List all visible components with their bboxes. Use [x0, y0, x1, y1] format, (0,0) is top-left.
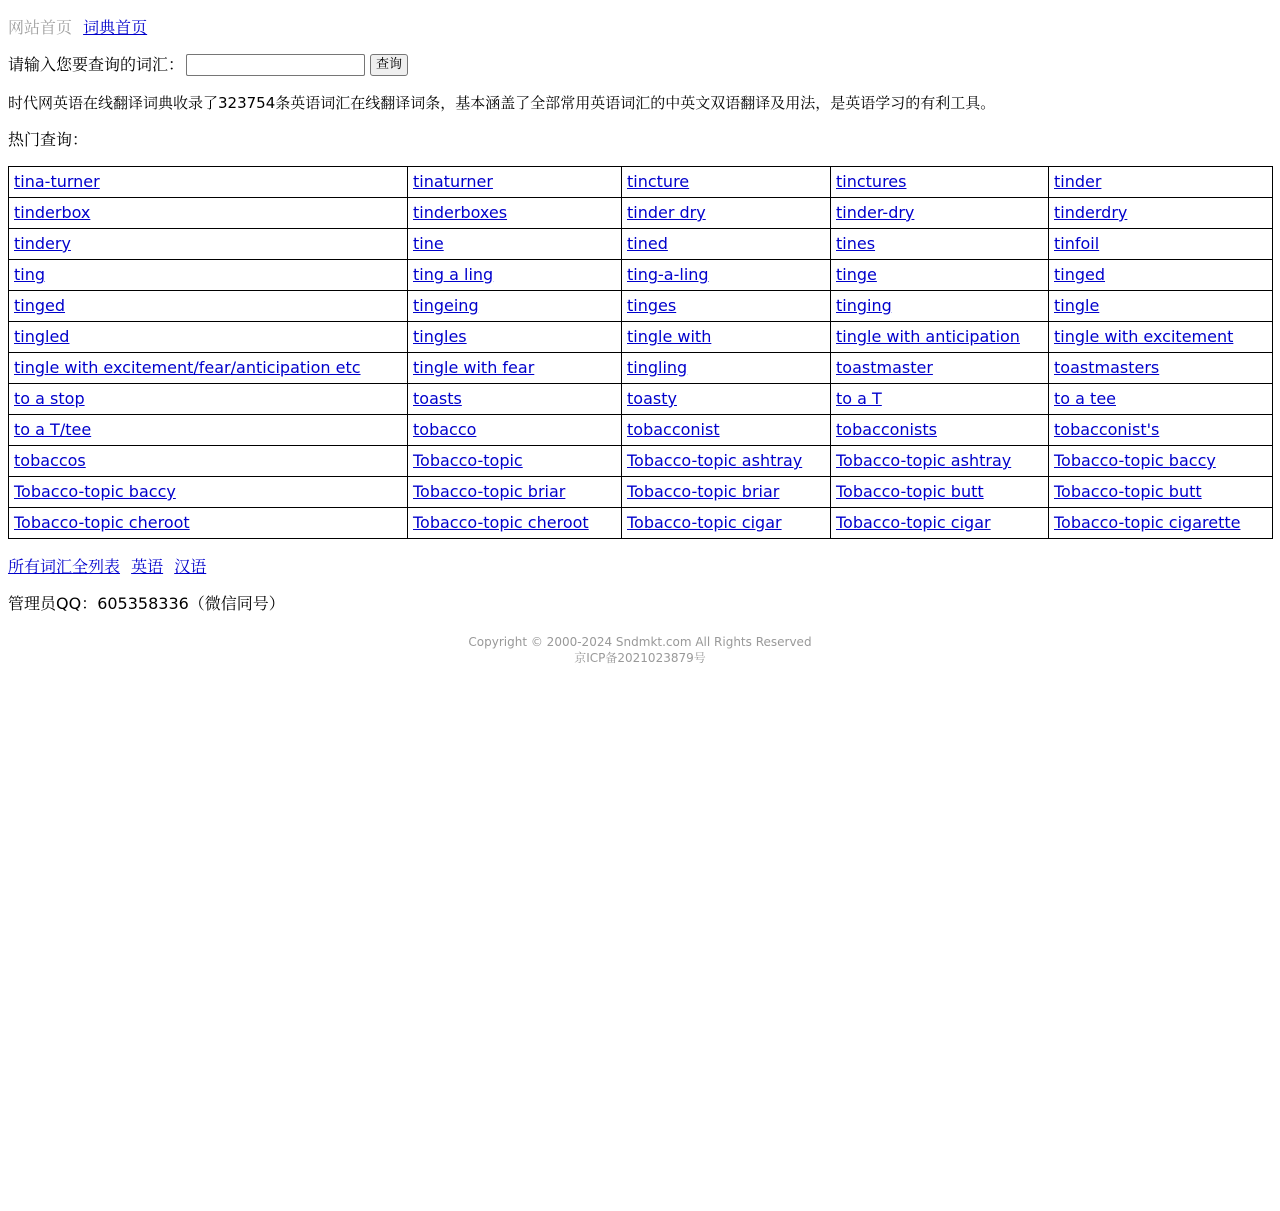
table-cell: [9, 167, 408, 198]
word-link[interactable]: to a stop: [14, 389, 85, 408]
word-link[interactable]: tinged: [1054, 265, 1106, 284]
table-row: [9, 353, 1273, 384]
table-row: [9, 198, 1273, 229]
table-cell: [622, 291, 831, 322]
table-cell: [1049, 446, 1273, 477]
table-cell: [622, 477, 831, 508]
table-cell: [831, 229, 1049, 260]
intro-text: 时代网英语在线翻译词典收录了323754条英语词汇在线翻译词条，基本涵盖了全部常用英语词汇的中英文双语翻译及用法，是英语学习的有利工具。: [8, 94, 996, 112]
table-cell: [831, 477, 1049, 508]
table-cell: [831, 446, 1049, 477]
word-link[interactable]: tina-turner: [14, 172, 100, 191]
table-cell: [1049, 229, 1273, 260]
table-cell: [831, 508, 1049, 539]
word-link[interactable]: toasty: [627, 389, 677, 408]
word-link[interactable]: toasts: [413, 389, 462, 408]
word-link[interactable]: tingling: [627, 358, 688, 377]
word-link[interactable]: tingeing: [413, 296, 479, 315]
table-cell: [9, 415, 408, 446]
word-link[interactable]: Tobacco-topic cheroot: [413, 513, 589, 532]
word-link[interactable]: tinging: [836, 296, 892, 315]
table-cell: [831, 167, 1049, 198]
table-cell: [622, 508, 831, 539]
word-link[interactable]: Tobacco-topic ashtray: [627, 451, 803, 470]
word-link[interactable]: tinfoil: [1054, 234, 1100, 253]
table-cell: [622, 384, 831, 415]
table-cell: [1049, 384, 1273, 415]
table-cell: [408, 508, 622, 539]
word-link[interactable]: tobacconist's: [1054, 420, 1160, 439]
table-cell: [9, 508, 408, 539]
word-link[interactable]: tinge: [836, 265, 877, 284]
table-cell: [408, 353, 622, 384]
table-cell: [831, 415, 1049, 446]
table-cell: [9, 353, 408, 384]
table-cell: [1049, 353, 1273, 384]
word-link[interactable]: tinaturner: [413, 172, 493, 191]
table-cell: [831, 260, 1049, 291]
table-cell: [408, 322, 622, 353]
word-link[interactable]: tingled: [14, 327, 70, 346]
word-link[interactable]: ting a ling: [413, 265, 494, 284]
table-cell: [1049, 477, 1273, 508]
word-link[interactable]: to a T: [836, 389, 882, 408]
all-words-link[interactable]: 所有词汇全列表: [8, 557, 121, 576]
word-link[interactable]: Tobacco-topic: [413, 451, 523, 470]
word-link[interactable]: tincture: [627, 172, 690, 191]
table-cell: [9, 229, 408, 260]
word-link[interactable]: Tobacco-topic briar: [627, 482, 780, 501]
word-link[interactable]: tine: [413, 234, 444, 253]
table-cell: [831, 353, 1049, 384]
word-link[interactable]: tingle with excitement: [1054, 327, 1234, 346]
table-cell: [622, 446, 831, 477]
word-link[interactable]: tinctures: [836, 172, 907, 191]
word-link[interactable]: Tobacco-topic butt: [1054, 482, 1202, 501]
word-link[interactable]: Tobacco-topic cigar: [836, 513, 991, 532]
table-cell: [831, 384, 1049, 415]
word-link[interactable]: tined: [627, 234, 668, 253]
table-row: [9, 508, 1273, 539]
word-link[interactable]: tingles: [413, 327, 467, 346]
hot-queries-label: 热门查询：: [8, 130, 89, 149]
table-cell: [9, 198, 408, 229]
english-link[interactable]: 英语: [131, 557, 164, 576]
word-link[interactable]: tingle with: [627, 327, 712, 346]
table-row: [9, 446, 1273, 477]
admin-contact: 管理员QQ：605358336（微信同号）: [8, 594, 285, 613]
word-link[interactable]: tinder dry: [627, 203, 706, 222]
word-link[interactable]: tingle: [1054, 296, 1100, 315]
word-link[interactable]: tinder-dry: [836, 203, 915, 222]
table-cell: [9, 384, 408, 415]
chinese-link[interactable]: 汉语: [174, 557, 207, 576]
table-cell: [622, 322, 831, 353]
word-link[interactable]: toastmasters: [1054, 358, 1160, 377]
table-cell: [408, 415, 622, 446]
word-link[interactable]: tobaccos: [14, 451, 86, 470]
icp-text: 京ICP备2021023879号: [574, 651, 706, 665]
table-cell: [831, 322, 1049, 353]
table-row: [9, 477, 1273, 508]
search-input[interactable]: [186, 54, 365, 76]
table-cell: [1049, 322, 1273, 353]
table-row: [9, 415, 1273, 446]
table-cell: [408, 446, 622, 477]
table-row: [9, 322, 1273, 353]
word-link[interactable]: tingle with anticipation: [836, 327, 1020, 346]
search-row: [8, 53, 1272, 77]
word-link[interactable]: Tobacco-topic cigar: [627, 513, 782, 532]
search-label: 请输入您要查询的词汇：: [8, 55, 185, 74]
table-cell: [408, 384, 622, 415]
word-link[interactable]: tobacco: [413, 420, 477, 439]
word-link[interactable]: toastmaster: [836, 358, 933, 377]
word-link[interactable]: tindery: [14, 234, 71, 253]
copyright-text: Copyright © 2000-2024 Sndmkt.com All Rights Reserved: [468, 635, 812, 649]
table-cell: [1049, 291, 1273, 322]
word-link[interactable]: tobacconists: [836, 420, 937, 439]
word-link[interactable]: Tobacco-topic baccy: [14, 482, 176, 501]
table-cell: [408, 229, 622, 260]
table-cell: [622, 198, 831, 229]
word-link[interactable]: Tobacco-topic cigarette: [1054, 513, 1241, 532]
table-cell: [1049, 260, 1273, 291]
word-link[interactable]: ting-a-ling: [627, 265, 709, 284]
word-link[interactable]: Tobacco-topic cheroot: [14, 513, 190, 532]
word-link[interactable]: to a tee: [1054, 389, 1116, 408]
site-home-link[interactable]: 网站首页: [8, 18, 73, 37]
table-cell: [9, 322, 408, 353]
word-link[interactable]: tines: [836, 234, 876, 253]
word-link[interactable]: tinges: [627, 296, 677, 315]
table-cell: [9, 291, 408, 322]
table-cell: [622, 229, 831, 260]
bottom-links: [8, 555, 1272, 579]
table-cell: [1049, 167, 1273, 198]
search-button[interactable]: 查询: [370, 54, 408, 76]
word-link[interactable]: to a T/tee: [14, 420, 92, 439]
dictionary-home-link[interactable]: 词典首页: [83, 18, 148, 37]
table-row: [9, 167, 1273, 198]
table-cell: [408, 260, 622, 291]
word-link[interactable]: Tobacco-topic baccy: [1054, 451, 1216, 470]
word-link[interactable]: tinder: [1054, 172, 1102, 191]
word-link[interactable]: tingle with fear: [413, 358, 535, 377]
table-cell: [622, 167, 831, 198]
word-link[interactable]: tinderbox: [14, 203, 91, 222]
word-link[interactable]: tobacconist: [627, 420, 720, 439]
table-cell: [622, 415, 831, 446]
hot-words-table: [8, 166, 1273, 539]
table-row: [9, 260, 1273, 291]
table-cell: [408, 198, 622, 229]
table-cell: [1049, 198, 1273, 229]
table-cell: [831, 198, 1049, 229]
word-link[interactable]: Tobacco-topic butt: [836, 482, 984, 501]
table-cell: [1049, 508, 1273, 539]
table-row: [9, 291, 1273, 322]
word-link[interactable]: Tobacco-topic ashtray: [836, 451, 1012, 470]
table-cell: [622, 260, 831, 291]
table-row: [9, 229, 1273, 260]
table-cell: [9, 446, 408, 477]
footer: [8, 634, 1272, 666]
table-cell: [1049, 415, 1273, 446]
page: [0, 16, 1280, 666]
table-cell: [408, 477, 622, 508]
table-cell: [831, 291, 1049, 322]
word-link[interactable]: tingle with excitement/fear/anticipation etc: [14, 358, 361, 377]
table-cell: [408, 167, 622, 198]
table-cell: [622, 353, 831, 384]
word-link[interactable]: ting: [14, 265, 46, 284]
table-cell: [408, 291, 622, 322]
table-cell: [9, 260, 408, 291]
word-link[interactable]: tinderdry: [1054, 203, 1128, 222]
table-cell: [9, 477, 408, 508]
word-link[interactable]: tinged: [14, 296, 66, 315]
word-link[interactable]: tinderboxes: [413, 203, 508, 222]
word-link[interactable]: Tobacco-topic briar: [413, 482, 566, 501]
table-row: [9, 384, 1273, 415]
top-nav: [8, 16, 1272, 40]
